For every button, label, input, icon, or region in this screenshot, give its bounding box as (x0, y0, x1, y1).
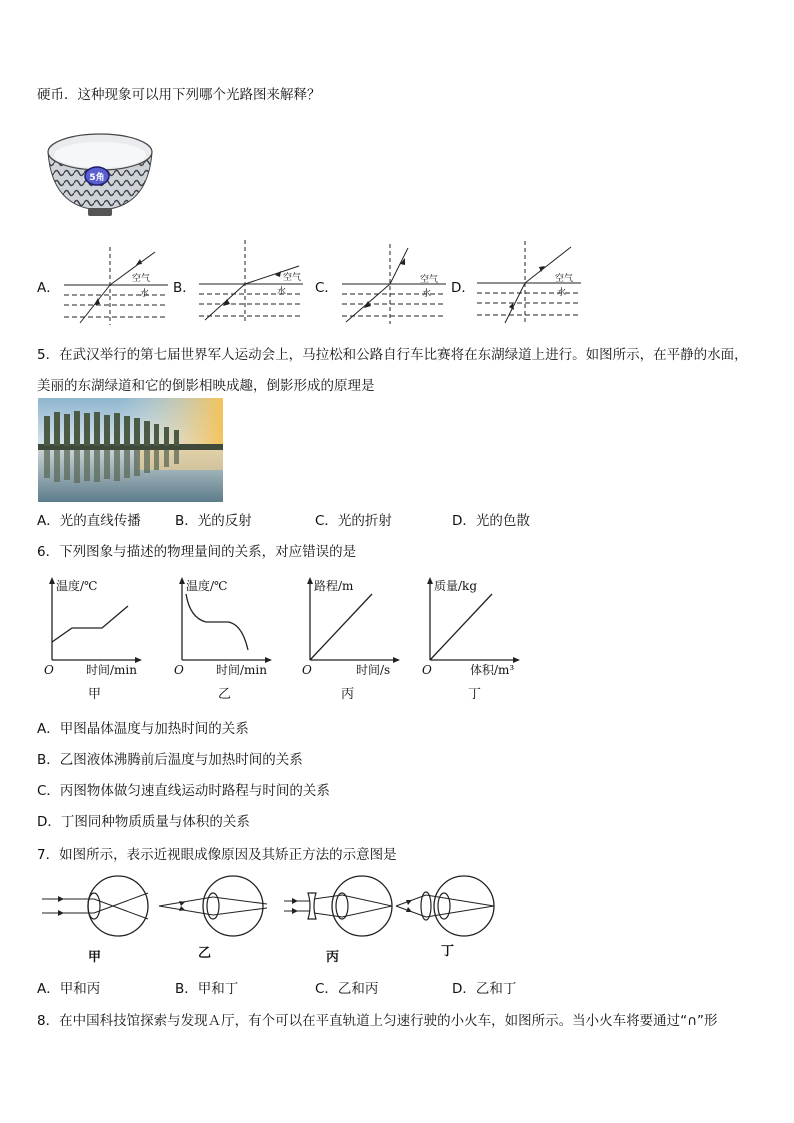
q6-graph-bing (300, 574, 400, 678)
q4-option-d-letter: D． (451, 280, 475, 296)
svg-text:质量/kg: 质量/kg (434, 579, 477, 593)
svg-text:时间/min: 时间/min (86, 663, 137, 677)
q6-caption-ding: 丁 (468, 687, 482, 702)
lake-reflection-photo (38, 398, 223, 502)
q6-stem: 6．下列图象与描述的物理量间的关系，对应错误的是 (37, 544, 357, 560)
q7-option-b: B．甲和丁 (175, 981, 239, 997)
q7-eye-ding (394, 873, 504, 941)
q6-caption-yi: 乙 (218, 687, 232, 702)
q6-caption-bing: 丙 (341, 687, 355, 702)
svg-text:水: 水 (557, 288, 567, 298)
svg-text:温度/℃: 温度/℃ (56, 579, 98, 593)
q7-caption-ding: 丁 (441, 944, 455, 959)
q7-caption-bing: 丙 (326, 950, 340, 965)
q4-text-tail: 硬币．这种现象可以用下列哪个光路图来解释？ (37, 87, 321, 103)
q5-stem-line1: 5．在武汉举行的第七届世界军人运动会上，马拉松和公路自行车比赛将在东湖绿道上进行。如图所示，在平静的水面， (37, 347, 748, 363)
svg-text:空气: 空气 (283, 273, 302, 283)
q7-eye-jia (40, 873, 158, 941)
svg-text:O: O (422, 663, 432, 677)
svg-text:O: O (302, 663, 312, 677)
q5-stem-line2: 美丽的东湖绿道和它的倒影相映成趣，倒影形成的原理是 (37, 378, 375, 394)
q4-diagram-a (60, 247, 172, 327)
svg-text:O: O (174, 663, 184, 677)
q5-option-a: A．光的直线传播 (37, 513, 141, 529)
q4-option-c-letter: C． (315, 280, 338, 296)
svg-text:空气: 空气 (555, 274, 574, 284)
q5-option-b: B．光的反射 (175, 513, 252, 529)
q7-caption-jia: 甲 (88, 950, 102, 965)
bowl-image (44, 128, 156, 218)
svg-text:空气: 空气 (132, 274, 151, 284)
q4-diagram-c (338, 244, 450, 326)
q6-graph-jia (42, 574, 142, 678)
svg-text:空气: 空气 (420, 275, 439, 285)
q6-option-b: B．乙图液体沸腾前后温度与加热时间的关系 (37, 752, 303, 768)
q4-option-a-letter: A． (37, 280, 60, 296)
svg-text:体积/m³: 体积/m³ (470, 663, 515, 677)
q4-diagram-b (195, 240, 307, 326)
svg-text:温度/℃: 温度/℃ (186, 579, 228, 593)
q6-option-a: A．甲图晶体温度与加热时间的关系 (37, 721, 249, 737)
q6-option-c: C．丙图物体做匀速直线运动时路程与时间的关系 (37, 783, 330, 799)
q7-option-c: C．乙和丙 (315, 981, 379, 997)
q5-option-c: C．光的折射 (315, 513, 392, 529)
q7-eye-bing (282, 873, 400, 941)
q7-option-a: A．甲和丙 (37, 981, 101, 997)
q6-graph-yi (172, 574, 272, 678)
q7-eye-yi (155, 873, 273, 941)
q4-option-b-letter: B． (173, 280, 196, 296)
q6-caption-jia: 甲 (88, 687, 102, 702)
q8-stem: 8．在中国科技馆探索与发现Ａ厅，有个可以在平直轨道上匀速行驶的小火车，如图所示。当小火车将要通过“∩”形 (37, 1013, 718, 1029)
svg-text:水: 水 (277, 287, 287, 297)
svg-text:水: 水 (140, 289, 150, 299)
q7-caption-yi: 乙 (198, 946, 212, 961)
q5-option-d: D．光的色散 (452, 513, 530, 529)
svg-text:路程/m: 路程/m (314, 579, 354, 593)
q7-option-d: D．乙和丁 (452, 981, 517, 997)
svg-text:时间/min: 时间/min (216, 663, 267, 677)
coin-label: 5角 (89, 173, 105, 183)
svg-text:O: O (44, 663, 54, 677)
svg-text:时间/s: 时间/s (356, 663, 391, 677)
q4-diagram-d (473, 241, 585, 326)
q7-stem: 7．如图所示，表示近视眼成像原因及其矫正方法的示意图是 (37, 847, 397, 863)
svg-text:水: 水 (422, 289, 432, 299)
q6-graph-ding (420, 574, 520, 678)
q6-option-d: D．丁图同种物质质量与体积的关系 (37, 814, 250, 830)
